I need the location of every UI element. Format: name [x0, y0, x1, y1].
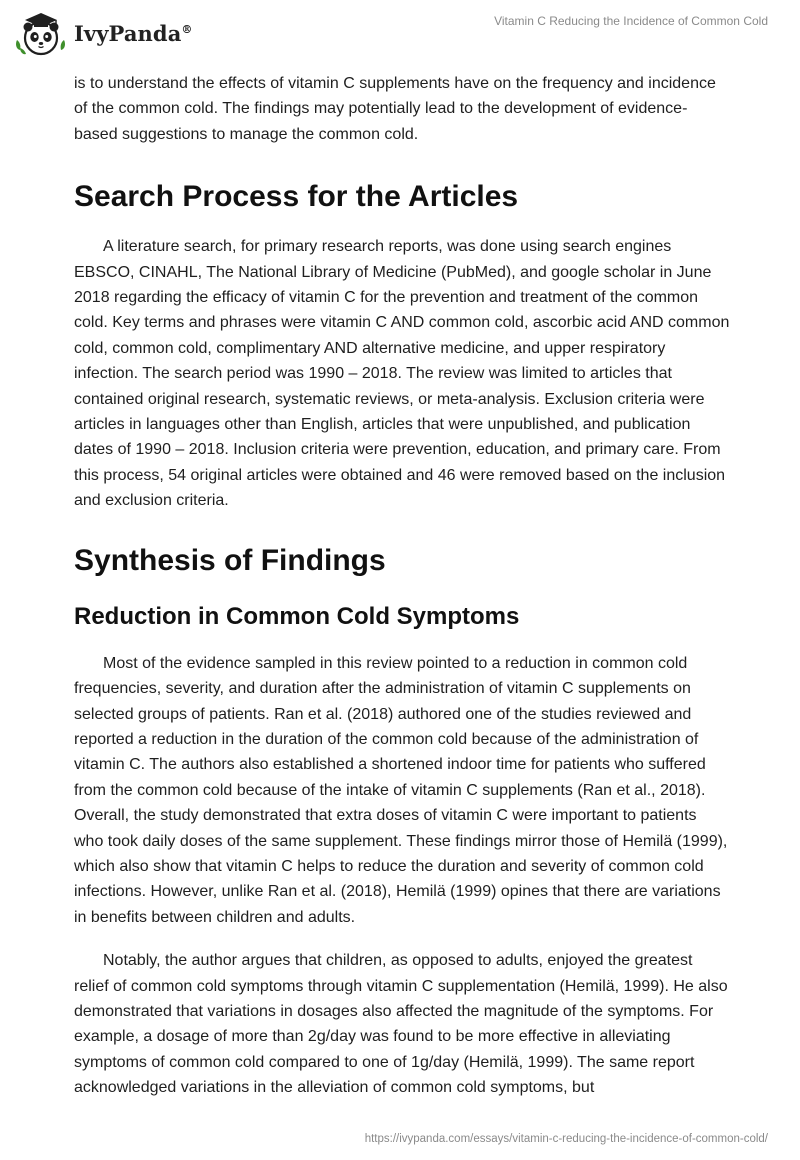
page-header	[0, 0, 800, 64]
search-process-paragraph: A literature search, for primary research reports, was done using search engines EBSCO, CINAHL, The National Library of Medicine (PubMed), and google scholar in June 2018 regarding the efficacy of vitamin C for the prevention and treatment of the common cold. Key terms and phrases were vitamin C AND common cold, ascorbic acid AND common cold, common cold, complimentary AND alternative medicine, and upper respiratory infection. The search period was 1990 – 2018. The review was limited to articles that contained original research, systematic reviews, or meta-analysis. Exclusion criteria were articles in languages other than English, articles that were unpublished, and publication dates of 1990 – 2018. Inclusion criteria were prevention, education, and primary care. From this process, 54 original articles were obtained and 46 were removed based on the inclusion and exclusion criteria.	[74, 238, 730, 510]
source-url[interactable]: https://ivypanda.com/essays/vitamin-c-reducing-the-incidence-of-common-cold/	[364, 1133, 768, 1145]
section-heading-synthesis: Synthesis of Findings	[74, 543, 386, 577]
subheading-reduction: Reduction in Common Cold Symptoms	[74, 602, 520, 630]
intro-paragraph: is to understand the effects of vitamin C supplements have on the frequency and incidence of the common cold. The findings may potentially lead to the development of evidence-based suggestions to manage the common cold.	[74, 75, 716, 143]
section-heading-search: Search Process for the Articles	[74, 180, 519, 214]
ivypanda-logo[interactable]	[14, 8, 193, 58]
brand-name	[74, 21, 193, 46]
reduction-paragraph-1: Most of the evidence sampled in this review pointed to a reduction in common cold frequencies, severity, and duration after the administration of vitamin C supplements on selected groups of patients. Ran et al. (2018) authored one of the studies reviewed and reported a reduction in the duration of the common cold because of the administration of vitamin C. The authors also established a shortened indoor time for patients who suffered from the common cold because of the intake of vitamin C supplements (Ran et al., 2018). Overall, the study demonstrated that extra doses of vitamin C were important to patients who took daily doses of the same supplement. These findings mirror those of Hemilä (1999), which also show that vitamin C helps to reduce the duration and severity of common cold infections. However, unlike Ran et al. (2018), Hemilä (1999) opines that there are variations in benefits between children and adults.	[74, 654, 728, 926]
panda-graduate-icon	[14, 8, 68, 58]
registered-mark: ®	[181, 22, 193, 36]
essay-content	[74, 71, 730, 1101]
brand-name-text: IvyPanda	[74, 20, 182, 46]
document-title: Vitamin C Reducing the Incidence of Common Cold	[494, 14, 768, 28]
reduction-paragraph-2: Notably, the author argues that children, as opposed to adults, enjoyed the greatest relief of common cold symptoms through vitamin C supplementation (Hemilä, 1999). He also demonstrated that variations in dosages also affected the magnitude of the symptoms. For example, a dosage of more than 2g/day was found to be more effective in alleviating symptoms of common cold compared to one of 1g/day (Hemilä, 1999). The same report acknowledged variations in the alleviation of common cold symptoms, but	[74, 952, 728, 1097]
